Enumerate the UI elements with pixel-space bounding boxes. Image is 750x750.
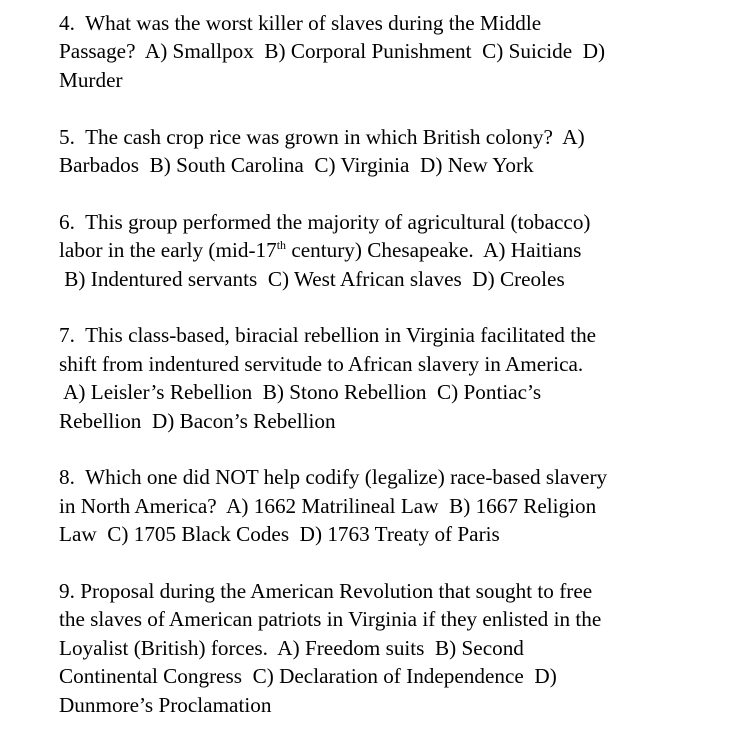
question-line: Rebellion D) Bacon’s Rebellion xyxy=(59,408,336,433)
question-line: shift from indentured servitude to African slavery in America. xyxy=(59,351,584,376)
question-line-with-superscript xyxy=(59,236,699,264)
line-text-before: labor in the early (mid-17 xyxy=(59,238,277,263)
question-line: 9. Proposal during the American Revolution that sought to free xyxy=(59,579,593,604)
ordinal-superscript: th xyxy=(276,238,287,253)
question-line: Loyalist (British) forces. A) Freedom suits B) Second xyxy=(59,635,524,660)
line-text-after: century) Chesapeake. A) Haitians xyxy=(286,238,582,263)
question-line: Barbados B) South Carolina C) Virginia D) New York xyxy=(59,153,534,178)
question-line: Law C) 1705 Black Codes D) 1763 Treaty of Paris xyxy=(59,522,500,547)
question-line: 7. This class-based, biracial rebellion in Virginia facilitated the xyxy=(59,323,597,348)
question-line: 6. This group performed the majority of agricultural (tobacco) xyxy=(59,209,591,234)
question-line: 5. The cash crop rice was grown in which British colony? A) xyxy=(59,124,585,149)
question-spacer xyxy=(59,435,699,463)
question-line: Murder xyxy=(59,67,123,92)
question-6 xyxy=(59,208,699,293)
question-line: B) Indentured servants C) West African slaves D) Creoles xyxy=(59,266,565,291)
question-line: in North America? A) 1662 Matrilineal Law B) 1667 Religion xyxy=(59,493,597,518)
question-line: 4. What was the worst killer of slaves during the Middle xyxy=(59,11,542,35)
question-spacer xyxy=(59,293,699,321)
question-8 xyxy=(59,463,699,548)
question-5 xyxy=(59,123,699,180)
question-line: Continental Congress C) Declaration of Independence D) xyxy=(59,664,557,689)
question-spacer xyxy=(59,179,699,207)
quiz-document xyxy=(59,9,699,719)
question-line: A) Leisler’s Rebellion B) Stono Rebellion C) Pontiac’s xyxy=(59,380,542,405)
question-line: 8. Which one did NOT help codify (legalize) race-based slavery xyxy=(59,465,608,490)
question-7 xyxy=(59,321,699,435)
question-line: Passage? A) Smallpox B) Corporal Punishment C) Suicide D) xyxy=(59,39,606,64)
question-4 xyxy=(59,9,699,94)
question-line: Dunmore’s Proclamation xyxy=(59,692,272,717)
question-spacer xyxy=(59,94,699,122)
question-spacer xyxy=(59,549,699,577)
question-line: the slaves of American patriots in Virginia if they enlisted in the xyxy=(59,607,602,632)
question-9 xyxy=(59,577,699,719)
